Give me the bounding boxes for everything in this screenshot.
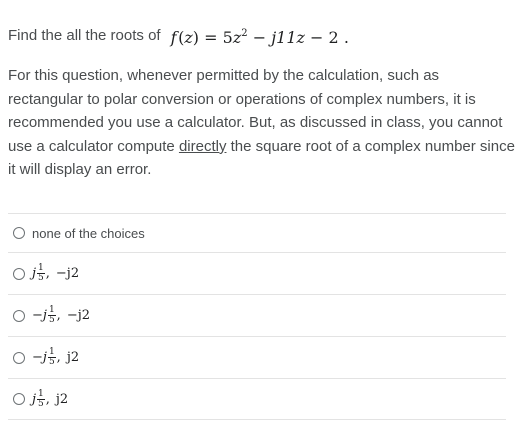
question (8, 22, 516, 182)
linear-coefficient: j11 (271, 28, 297, 47)
choice-option-2[interactable] (8, 294, 506, 336)
choice-math: − j $\frac{1}{5}$ , j2 (32, 347, 80, 367)
fraction-denominator: 5 (48, 315, 55, 325)
second-root: −j2 (55, 266, 80, 281)
radio-button[interactable] (13, 352, 25, 364)
fraction (48, 348, 56, 367)
imag-unit: j (42, 350, 47, 365)
fraction (37, 390, 45, 409)
function-equation: f $(z) = 5z^2 - j11z - 2$ . (170, 28, 349, 47)
second-root: −j2 (66, 308, 91, 323)
fraction-denominator: 5 (48, 357, 55, 367)
instructions-before: For this question, whenever permitted by the calculation, such as rectangular to polar conversion or operations of complex numbers, it is recommended you use a calculator. But, as discussed in class, you cannot use a calculator compute (8, 67, 503, 155)
choice-math: j $\frac{1}{5}$ , j2 (32, 388, 69, 409)
radio-button[interactable] (13, 393, 25, 405)
choice-option-4[interactable] (8, 378, 506, 420)
exponent: 2 (241, 28, 248, 39)
fraction (48, 306, 56, 325)
radio-button[interactable] (13, 310, 25, 322)
fraction-denominator: 5 (38, 398, 44, 409)
fraction-denominator: 5 (38, 273, 44, 283)
imag-unit: j (32, 391, 37, 407)
variable-linear: z (296, 28, 305, 47)
variable-squared: z (232, 28, 242, 47)
function-variable: z (184, 28, 193, 47)
choice-label: none of the choices (32, 225, 145, 241)
question-prompt-line (8, 22, 516, 50)
choice-sign: − (32, 350, 43, 365)
fraction (37, 264, 45, 283)
question-prompt: Find the all the roots of (8, 27, 161, 44)
choice-math: j $\frac{1}{5}$ , −j2 (32, 263, 80, 283)
choice-option-3[interactable] (8, 336, 506, 378)
fraction-numerator: 1 (38, 388, 44, 399)
imag-unit: j (32, 266, 37, 281)
choice-math: − j $\frac{1}{5}$ , −j2 (32, 305, 91, 325)
fraction-numerator: 1 (48, 305, 55, 315)
second-root: j2 (66, 350, 80, 365)
instructions-underlined: directly (178, 137, 227, 155)
radio-button[interactable] (13, 227, 25, 239)
coefficient: 5 (222, 28, 233, 47)
fraction-numerator: 1 (48, 347, 55, 357)
constant-term: 2 (328, 28, 339, 47)
question-instructions (8, 64, 516, 182)
second-root: j2 (55, 391, 69, 407)
answer-choices (8, 213, 506, 420)
function-name: f (170, 28, 177, 47)
fraction-numerator: 1 (38, 263, 44, 273)
instructions-after: the square root of a complex number since it will display an error. (8, 137, 515, 179)
choice-option-1[interactable] (8, 252, 506, 294)
radio-button[interactable] (13, 268, 25, 280)
imag-unit: j (42, 308, 47, 323)
choice-sign: − (32, 308, 43, 323)
choice-none[interactable] (8, 213, 506, 252)
